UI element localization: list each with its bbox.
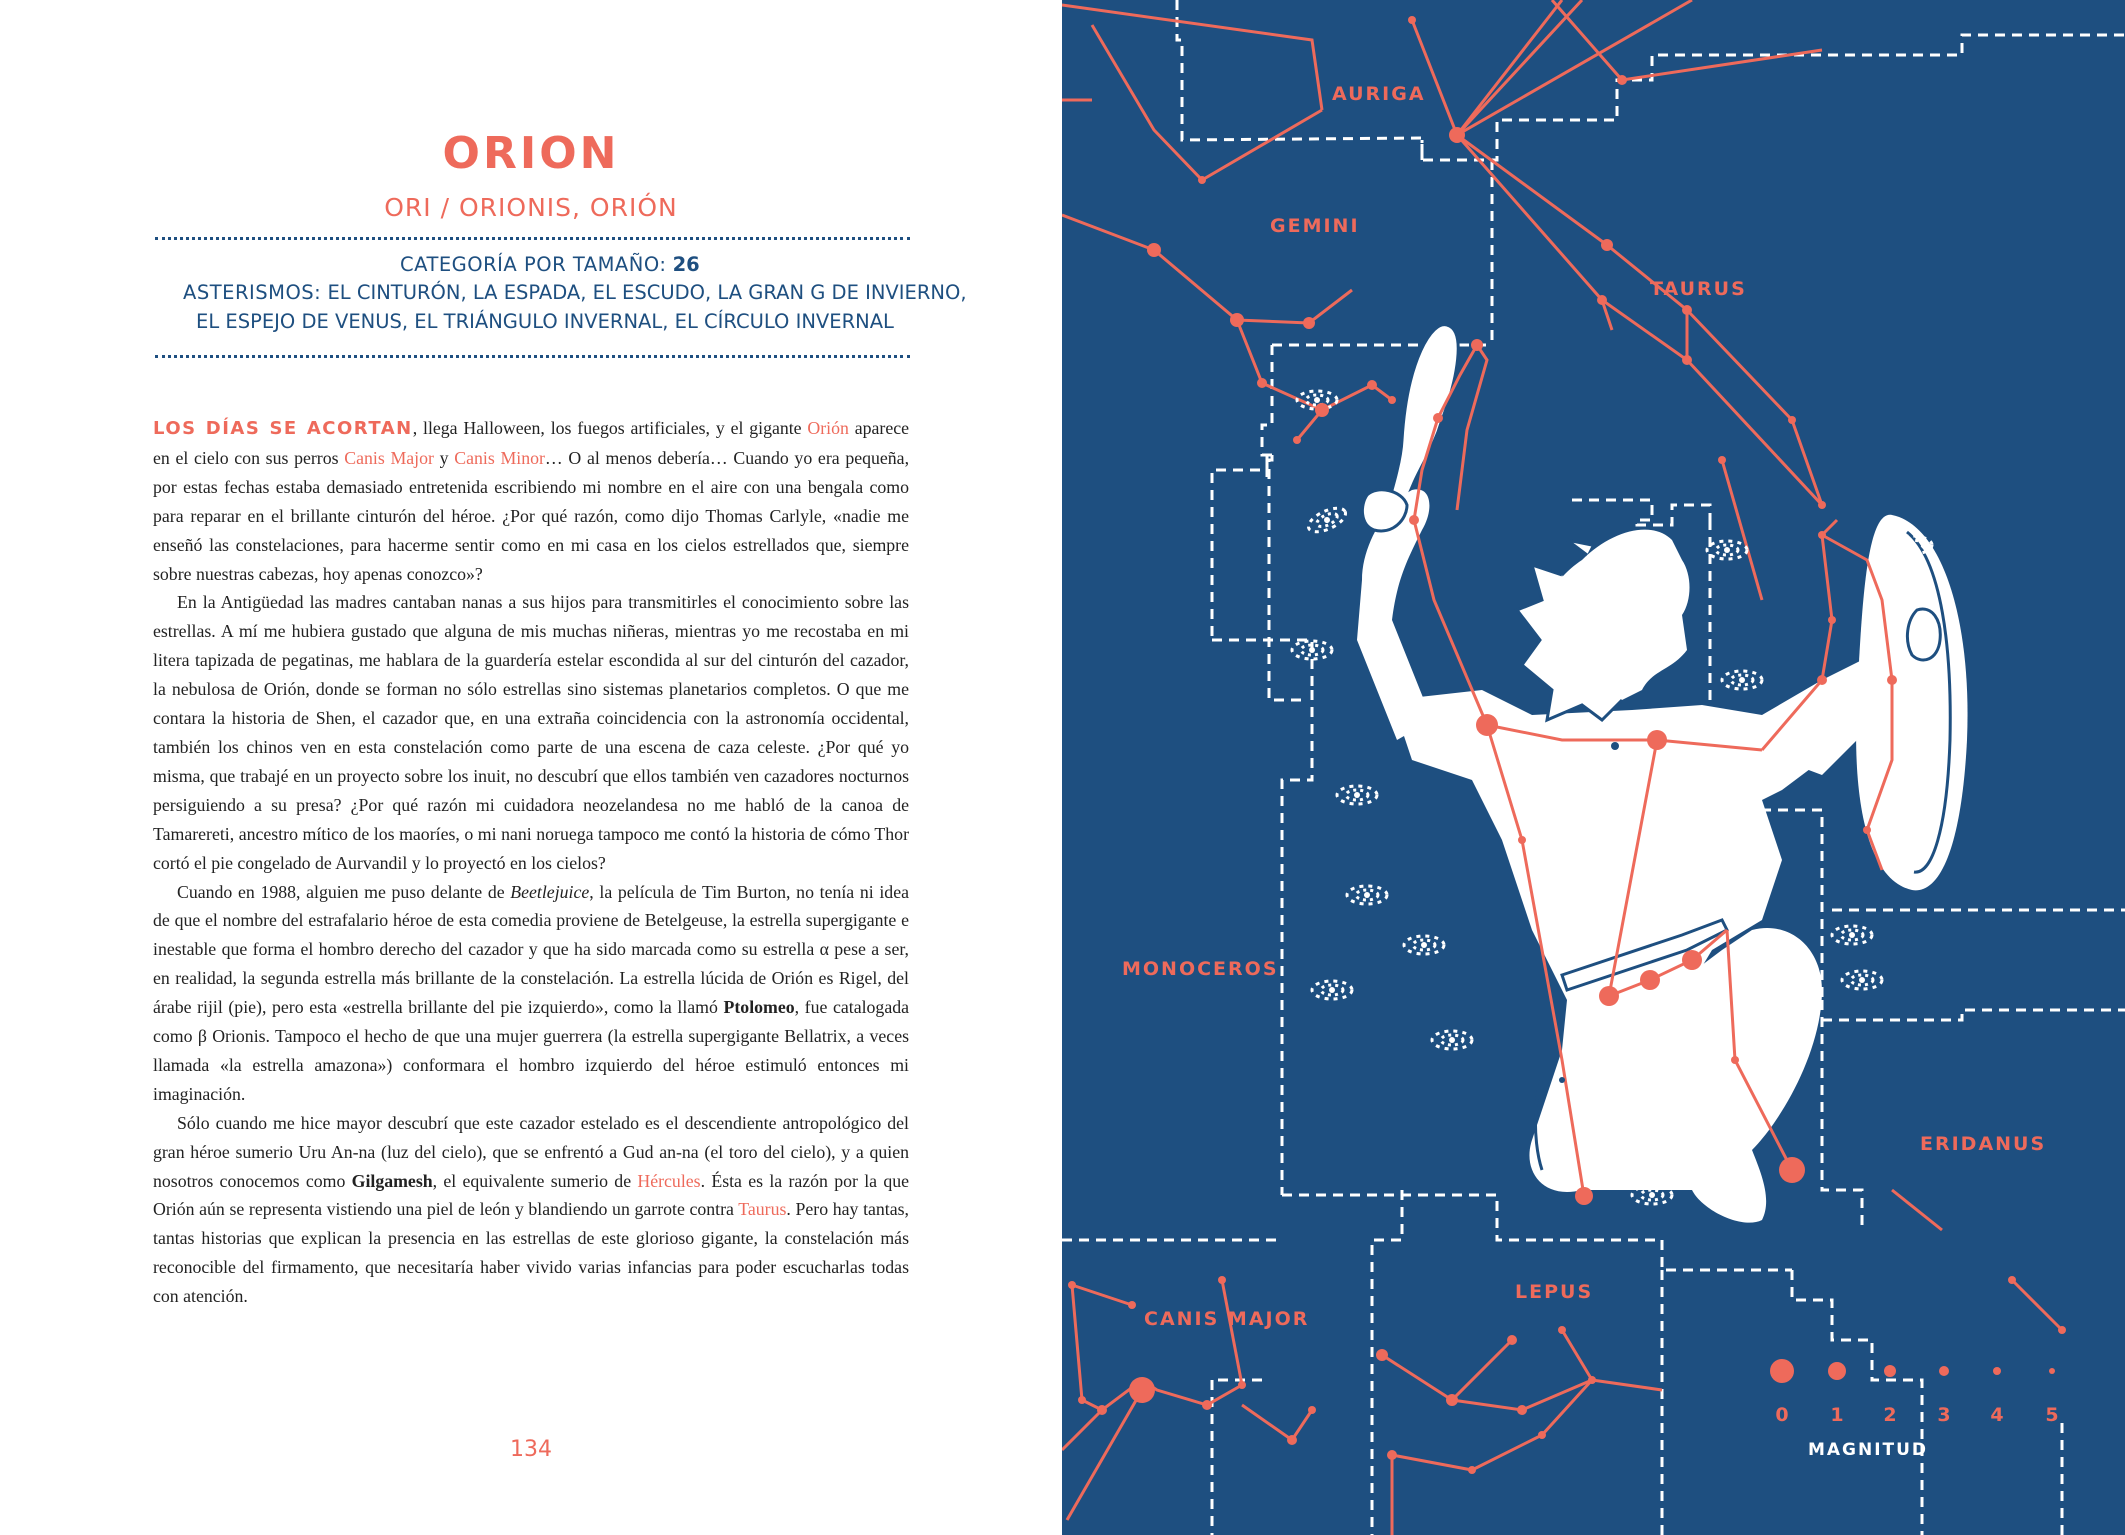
magnitude-dot-0 xyxy=(1770,1359,1794,1383)
link-canis-minor[interactable]: Canis Minor xyxy=(454,447,545,468)
paragraph-4: Sólo cuando me hice mayor descubrí que este cazador estelado es el descendiente antropológico del gran héroe sumerio Uru An-na (luz del cielo), que se enfrentó a Gud an-na (el toro del cielo), y a quien nosotros conocemos como Gilgamesh, el equivalente sumerio de Hércules. Ésta es la razón por la que Orión aún se representa vistiendo una piel de león y blandiendo un garrote contra Taurus. Pero hay tantas, tantas historias que explican la presencia en las estrellas de este glorioso gigante, la constelación más reconocible del firmamento, que necesitaría haber vivido varias infancias para poder escucharlas todas con atención. xyxy=(153,1112,910,1307)
magnitude-legend xyxy=(1770,1359,2059,1460)
size-category xyxy=(400,253,700,276)
magnitude-dot-3 xyxy=(1939,1366,1949,1376)
body-text xyxy=(153,414,909,1311)
film-title: Beetlejuice xyxy=(510,881,590,902)
asterisms-label: ASTERISMOS: xyxy=(183,281,322,304)
magnitude-label-5: 5 xyxy=(2045,1404,2059,1426)
page-number: 134 xyxy=(510,1437,552,1462)
magnitude-dot-1 xyxy=(1828,1362,1846,1380)
label-auriga: AURIGA xyxy=(1332,83,1426,105)
label-eridanus: ERIDANUS xyxy=(1920,1133,2047,1155)
asterisms-line-1 xyxy=(183,281,967,304)
shield-hand xyxy=(1907,609,1940,660)
label-lepus: LEPUS xyxy=(1515,1281,1594,1303)
magnitude-label-4: 4 xyxy=(1990,1404,2004,1426)
magnitude-dot-2 xyxy=(1884,1365,1896,1377)
label-canis-major: CANIS MAJOR xyxy=(1144,1308,1310,1330)
magnitude-title: MAGNITUD xyxy=(1807,1440,1929,1460)
magnitude-label-1: 1 xyxy=(1830,1404,1844,1426)
magnitude-dot-4 xyxy=(1993,1367,2001,1375)
label-taurus: TAURUS xyxy=(1650,278,1747,300)
lead-in: LOS DÍAS SE ACORTAN xyxy=(153,418,413,439)
orion-figure xyxy=(1357,325,1968,1223)
asterisms-list-2: EL ESPEJO DE VENUS, EL TRIÁNGULO INVERNAL, EL CÍRCULO INVERNAL xyxy=(196,310,894,333)
label-gemini: GEMINI xyxy=(1270,215,1360,237)
asterisms-list-1: EL CINTURÓN, LA ESPADA, EL ESCUDO, LA GRAN G DE INVIERNO, xyxy=(327,281,967,304)
magnitude-dot-5 xyxy=(2049,1368,2055,1374)
magnitude-label-2: 2 xyxy=(1883,1404,1897,1426)
link-canis-major[interactable]: Canis Major xyxy=(344,447,434,468)
bottom-dotted-divider xyxy=(155,355,910,358)
gilgamesh: Gilgamesh xyxy=(351,1170,433,1191)
top-dotted-divider xyxy=(155,237,910,240)
star-map xyxy=(1062,0,2125,1535)
paragraph-1: LOS DÍAS SE ACORTAN, llega Halloween, los fuegos artificiales, y el gigante Orión aparece en el cielo con sus perros Canis Major y Canis Minor… O al menos debería… Cuando yo era pequeña, por estas fechas estaba demasiado entretenida escribiendo mi nombre en el aire con una bengala como para reparar en el brillante cinturón del héroe. ¿Por qué razón, como dijo Thomas Carlyle, «nadie me enseñó las constelaciones, para hacerme sentir como en mi casa en los cielos estrellados que, siempre sobre nuestras cabezas, hoy apenas conozco»? xyxy=(153,418,910,584)
ptolomeo: Ptolomeo xyxy=(723,997,795,1018)
size-category-value: 26 xyxy=(672,253,700,276)
paragraph-3: Cuando en 1988, alguien me puso delante de Beetlejuice, la película de Tim Burton, no tenía ni idea de que el nombre del estrafalario héroe de esta comedia proviene de Betelgeuse, la estrella supergigante e inestable que forma el hombro derecho del cazador y que ha sido marcada como su estrella α pese a ser, en realidad, la segunda estrella más brillante de la constelación. La estrella lúcida de Orión es Rigel, del árabe rijil (pie), pero esta «estrella brillante del pie izquierdo», como la llamó Ptolomeo, fue catalogada como β Orionis. Tampoco el hecho de que una mujer guerrera (la estrella supergigante Bellatrix, a veces llamada «la estrella amazona») conformara el hombro izquierdo del héroe estimuló entonces mi imaginación. xyxy=(153,881,909,1104)
size-category-label: CATEGORÍA POR TAMAÑO: xyxy=(400,253,667,276)
page-subtitle: ORI / ORIONIS, ORIÓN xyxy=(384,193,678,222)
magnitude-label-0: 0 xyxy=(1775,1404,1789,1426)
left-page xyxy=(0,0,1062,1535)
link-orion[interactable]: Orión xyxy=(807,418,849,438)
magnitude-label-3: 3 xyxy=(1937,1404,1951,1426)
link-taurus[interactable]: Taurus xyxy=(738,1199,787,1220)
asterisms-line-2 xyxy=(196,310,894,333)
label-monoceros: MONOCEROS xyxy=(1122,958,1279,980)
link-hercules[interactable]: Hércules xyxy=(637,1170,701,1191)
star-map-page xyxy=(1062,0,2125,1535)
page-title: ORION xyxy=(442,128,620,179)
paragraph-2: En la Antigüedad las madres cantaban nanas a sus hijos para transmitirles el conocimiento sobre las estrellas. A mí me hubiera gustado que alguna de mis muchas niñeras, mientras yo me recostaba en mi litera tapizada de pegatinas, me hablara de la guardería estelar escondida al sur del cinturón del cazador, la nebulosa de Orión, donde se forman no sólo estrellas sino sistemas planetarios completos. O que me contara la historia de Shen, el cazador que, en una extraña coincidencia con la astronomía occidental, también los chinos ven en esta constelación como parte de una escena de caza celeste. ¿Por qué yo misma, que trabajé en un proyecto sobre los inuit, no descubrí que ellos también ven cazadores nocturnos persiguiendo a su presa? ¿Por qué razón mi cuidadora neozelandesa no me habló de la canoa de Tamarereti, ancestro mítico de los maoríes, o mi nani noruega tampoco me contó la historia de cómo Thor cortó el pie congelado de Aurvandil y lo proyectó en los cielos? xyxy=(153,592,909,873)
